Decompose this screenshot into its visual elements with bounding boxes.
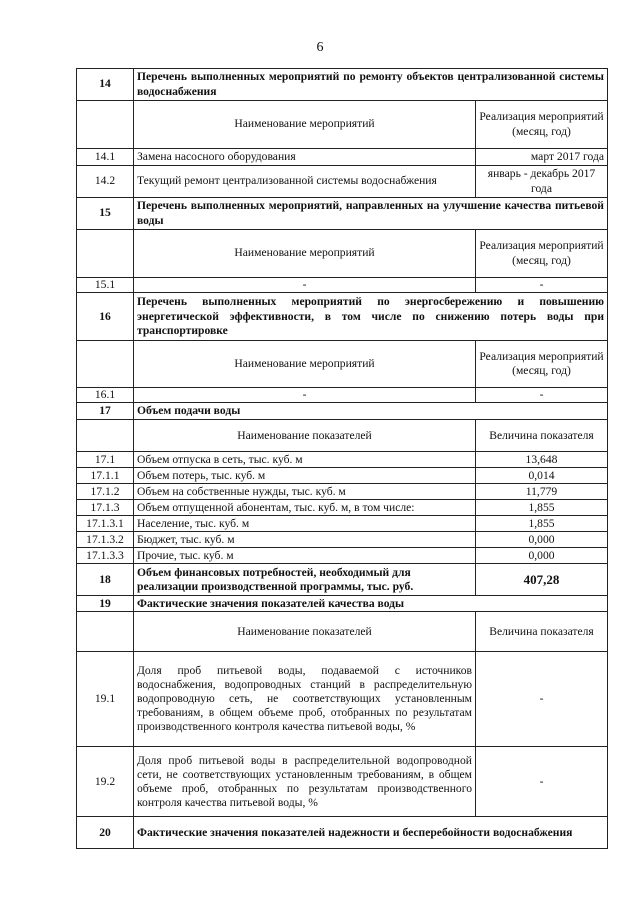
row-number: 17.1.1: [77, 468, 134, 484]
section-title: Объем подачи воды: [134, 403, 608, 420]
row-value: 11,779: [476, 484, 608, 500]
table-row: [77, 468, 608, 484]
row-name: Объем отпуска в сеть, тыс. куб. м: [134, 452, 476, 468]
row-value: январь - декабрь 2017 года: [476, 166, 608, 198]
row-number: 14.2: [77, 166, 134, 198]
section-16-columns: [77, 341, 608, 388]
row-value: март 2017 года: [476, 149, 608, 166]
row-number: 16.1: [77, 388, 134, 403]
row-value: -: [476, 388, 608, 403]
column-header-name: Наименование показателей: [134, 420, 476, 452]
row-value: 0,000: [476, 532, 608, 548]
section-number: 19: [77, 596, 134, 612]
row-value: -: [476, 652, 608, 747]
section-title: Перечень выполненных мероприятий по ремонту объектов централизованной системы водоснабжения: [134, 69, 608, 101]
section-16-header: [77, 293, 608, 341]
row-name: Объем отпущенной абонентам, тыс. куб. м, в том числе:: [134, 500, 476, 516]
table-row: [77, 500, 608, 516]
financial-needs-value: 407,28: [476, 564, 608, 596]
section-17-columns: [77, 420, 608, 452]
column-header-value: Величина показателя: [476, 612, 608, 652]
section-title: Объем финансовых потребностей, необходимый для реализации производственной программы, тыс. руб.: [134, 564, 476, 596]
table-row: [77, 652, 608, 747]
section-15-columns: [77, 230, 608, 278]
row-value: -: [476, 747, 608, 817]
section-14-columns: [77, 101, 608, 149]
table-row: [77, 484, 608, 500]
row-name: Замена насосного оборудования: [134, 149, 476, 166]
column-header-value: Реализация мероприятий (месяц, год): [476, 230, 608, 278]
row-value: 13,648: [476, 452, 608, 468]
section-18-row: [77, 564, 608, 596]
section-number: 17: [77, 403, 134, 420]
row-name: Текущий ремонт централизованной системы водоснабжения: [134, 166, 476, 198]
column-header-value: Реализация мероприятий (месяц, год): [476, 101, 608, 149]
table-row: [77, 532, 608, 548]
row-name: Объем потерь, тыс. куб. м: [134, 468, 476, 484]
section-number: 18: [77, 564, 134, 596]
section-19-columns: [77, 612, 608, 652]
section-title: Фактические значения показателей надежности и бесперебойности водоснабжения: [134, 817, 608, 849]
row-number: 17.1.3.2: [77, 532, 134, 548]
row-value: -: [476, 278, 608, 293]
report-table: [76, 68, 608, 849]
column-header-name: Наименование показателей: [134, 612, 476, 652]
column-header-name: Наименование мероприятий: [134, 341, 476, 388]
row-name: Прочие, тыс. куб. м: [134, 548, 476, 564]
row-number: 17.1.3: [77, 500, 134, 516]
section-number: 16: [77, 293, 134, 341]
page-number: 6: [316, 40, 324, 55]
column-header-value: Реализация мероприятий (месяц, год): [476, 341, 608, 388]
row-name: -: [134, 278, 476, 293]
column-header-name: Наименование мероприятий: [134, 101, 476, 149]
table-row: [77, 388, 608, 403]
table-row: [77, 452, 608, 468]
row-name: -: [134, 388, 476, 403]
row-name: Объем на собственные нужды, тыс. куб. м: [134, 484, 476, 500]
section-number: 20: [77, 817, 134, 849]
section-19-header: [77, 596, 608, 612]
row-number: 19.1: [77, 652, 134, 747]
row-number: 19.2: [77, 747, 134, 817]
row-number: 14.1: [77, 149, 134, 166]
column-header-value: Величина показателя: [476, 420, 608, 452]
row-value: 0,000: [476, 548, 608, 564]
row-number: 17.1: [77, 452, 134, 468]
row-number: 17.1.3.3: [77, 548, 134, 564]
column-header-name: Наименование мероприятий: [134, 230, 476, 278]
table-row: [77, 516, 608, 532]
row-value: 1,855: [476, 516, 608, 532]
row-number: 17.1.3.1: [77, 516, 134, 532]
section-number: 14: [77, 69, 134, 101]
section-number: 15: [77, 198, 134, 230]
table-row: [77, 548, 608, 564]
section-15-header: [77, 198, 608, 230]
section-17-header: [77, 403, 608, 420]
row-name: Доля проб питьевой воды в распределительной водопроводной сети, не соответствующих установленным требованиям, в общем объеме проб, отобранных по результатам производственного контроля качества питьевой воды, %: [134, 747, 476, 817]
row-number: 15.1: [77, 278, 134, 293]
section-title: Перечень выполненных мероприятий, направленных на улучшение качества питьевой воды: [134, 198, 608, 230]
table-row: [77, 278, 608, 293]
section-20-header: [77, 817, 608, 849]
row-name: Население, тыс. куб. м: [134, 516, 476, 532]
row-number: 17.1.2: [77, 484, 134, 500]
row-name: Доля проб питьевой воды, подаваемой с источников водоснабжения, водопроводных станций в распределительную водопроводную сеть, не соответствующих установленным требованиям, в общем объеме проб, отобранных по результатам производственного контроля качества питьевой воды, %: [134, 652, 476, 747]
section-14-header: [77, 69, 608, 101]
table-row: [77, 149, 608, 166]
table-row: [77, 747, 608, 817]
section-title: Фактические значения показателей качества воды: [134, 596, 608, 612]
section-title: Перечень выполненных мероприятий по энергосбережению и повышению энергетической эффективности, в том числе по снижению потерь воды при транспортировке: [134, 293, 608, 341]
row-name: Бюджет, тыс. куб. м: [134, 532, 476, 548]
table-row: [77, 166, 608, 198]
row-value: 0,014: [476, 468, 608, 484]
row-value: 1,855: [476, 500, 608, 516]
